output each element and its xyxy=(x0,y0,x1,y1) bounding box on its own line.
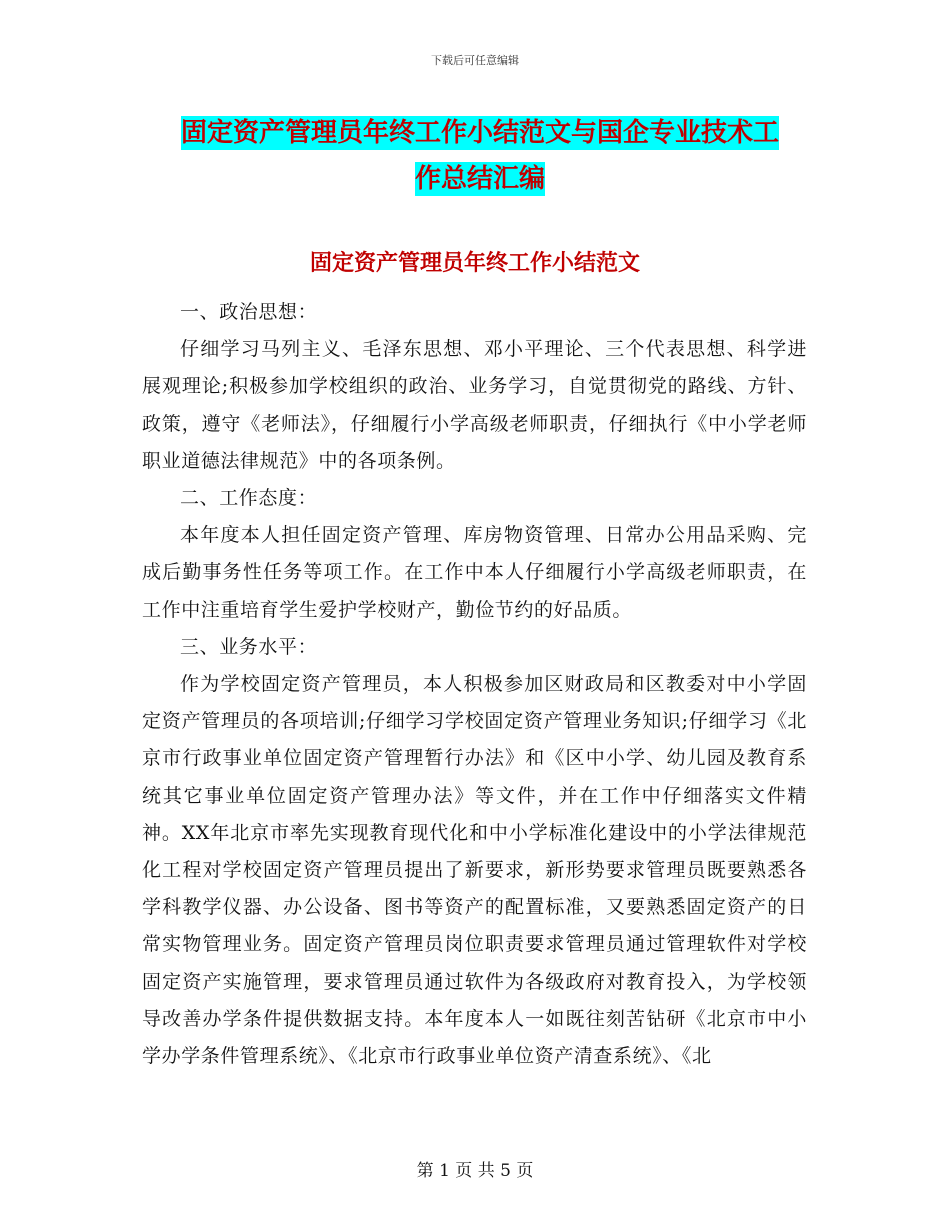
document-title-line-2: 作总结汇编 xyxy=(414,164,545,194)
paragraph-political-thought: 仔细学习马列主义、毛泽东思想、邓小平理论、三个代表思想、科学进展观理论;积极参加学校组织的政治、业务学习，自觉贯彻党的路线、方针、政策，遵守《老师法》，仔细履行小学高级老师职责，仔细执行《中小学老师职业道德法律规范》中的各项条例。 xyxy=(142,338,807,472)
heading-business-level: 三、业务水平： xyxy=(180,635,318,658)
paragraph-business-level: 作为学校固定资产管理员，本人积极参加区财政局和区教委对中小学固定资产管理员的各项培训;仔细学习学校固定资产管理业务知识;仔细学习《北京市行政事业单位固定资产管理暂行办法》和《区中小学、幼儿园及教育系统其它事业单位固定资产管理办法》等文件，并在工作中仔细落实文件精神。XX年北京市率先实现教育现代化和中小学标准化建设中的小学法律规范化工程对学校固定资产管理员提出了新要求，新形势要求管理员既要熟悉各学科教学仪器、办公设备、图书等资产的配置标准，又要熟悉固定资产的日常实物管理业务。固定资产管理员岗位职责要求管理员通过管理软件对学校固定资产实施管理，要求管理员通过软件为各级政府对教育投入，为学校领导改善办学条件提供数据支持。本年度本人一如既往刻苦钻研《北京市中小学办学条件管理系统》、《北京市行政事业单位资产清查系统》、《北 xyxy=(142,673,807,1068)
section-title: 固定资产管理员年终工作小结范文 xyxy=(309,250,640,276)
document-title xyxy=(150,110,810,202)
heading-political-thought: 一、政治思想： xyxy=(180,301,318,323)
page-number-footer: 第 1 页 共 5 页 xyxy=(416,1161,534,1181)
document-title-line-1: 固定资产管理员年终工作小结范文与国企专业技术工 xyxy=(180,118,779,148)
header-note: 下载后可任意编辑 xyxy=(431,54,519,67)
document-body xyxy=(142,294,807,1075)
paragraph-work-attitude: 本年度本人担任固定资产管理、库房物资管理、日常办公用品采购、完成后勤事务性任务等项工作。在工作中本人仔细履行小学高级老师职责，在工作中注重培育学生爱护学校财产，勤俭节约的好品质。 xyxy=(142,524,807,621)
heading-work-attitude: 二、工作态度： xyxy=(180,487,318,510)
